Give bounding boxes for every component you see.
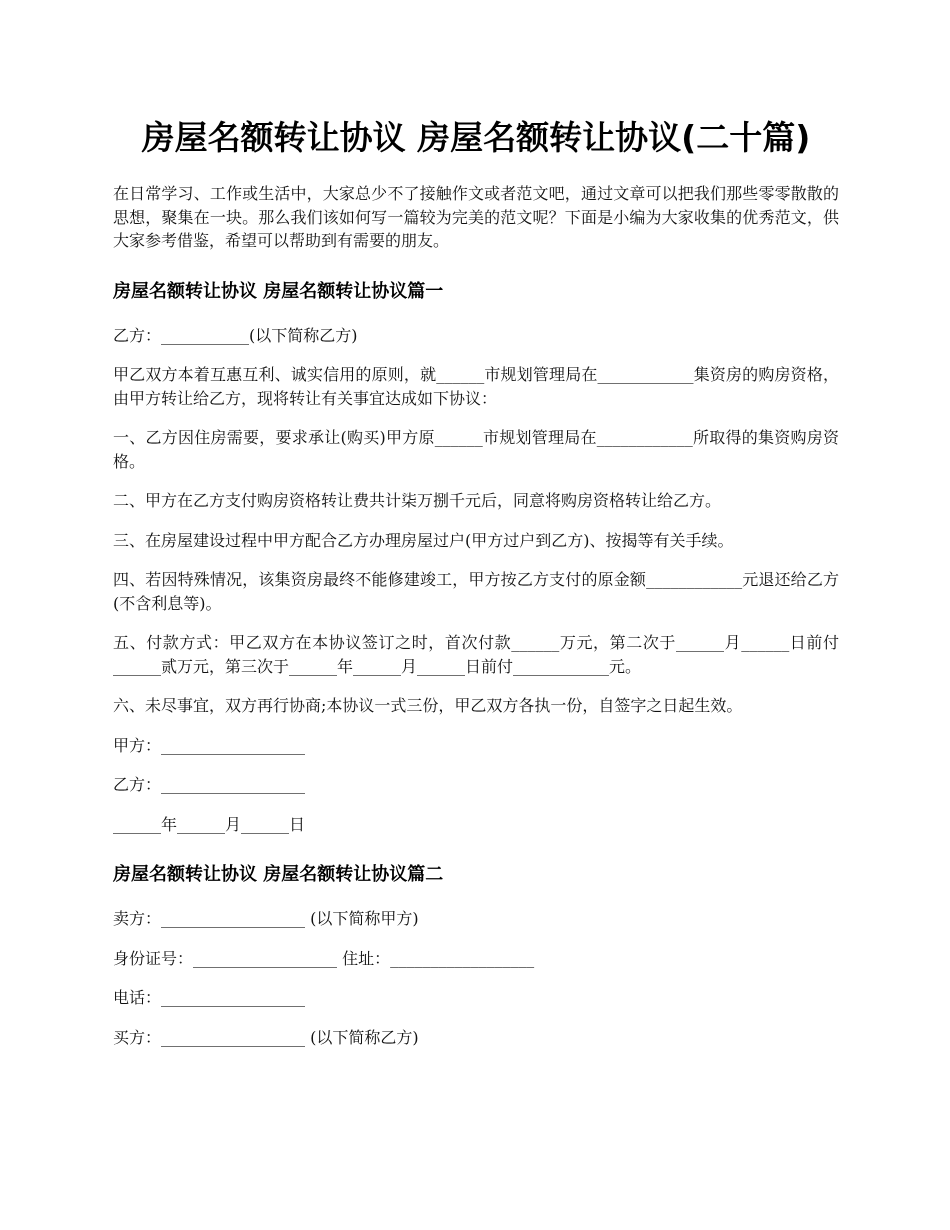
party-b-signature: 乙方：__________________ bbox=[113, 775, 306, 794]
clause-5: 五、付款方式：甲乙双方在本协议签订之时，首次付款______万元，第二次于______月______日前付______贰万元，第三次于______年______月______日前付____________元。 bbox=[113, 633, 839, 676]
clause-3: 三、在房屋建设过程中甲方配合乙方办理房屋过户(甲方过户到乙方)、按揭等有关手续。 bbox=[113, 530, 734, 550]
document-title: 房屋名额转让协议 房屋名额转让协议(二十篇) bbox=[141, 118, 811, 157]
section-1-heading: 房屋名额转让协议 房屋名额转让协议篇一 bbox=[113, 280, 444, 302]
clause-1: 一、乙方因住房需要，要求承让(购买)甲方原______市规划管理局在____________所取得的集资购房资格。 bbox=[113, 428, 839, 471]
seller-line: 卖方：__________________ (以下简称甲方) bbox=[113, 909, 419, 928]
clause-2: 二、甲方在乙方支付购房资格转让费共计柒万捌千元后，同意将购房资格转让给乙方。 bbox=[113, 491, 722, 510]
id-address-line: 身份证号：__________________ 住址：__________________ bbox=[113, 948, 535, 968]
preamble-paragraph: 甲乙双方本着互惠互利、诚实信用的原则，就______市规划管理局在____________集资房的购房资格，由甲方转让给乙方，现将转让有关事宜达成如下协议： bbox=[113, 365, 839, 408]
section-2-heading: 房屋名额转让协议 房屋名额转让协议篇二 bbox=[113, 864, 444, 885]
phone-line: 电话：__________________ bbox=[113, 988, 306, 1007]
signing-date: ______年______月______日 bbox=[113, 814, 306, 834]
clause-4: 四、若因特殊情况，该集资房最终不能修建竣工，甲方按乙方支付的原金额____________元退还给乙方(不含利息等)。 bbox=[113, 570, 839, 613]
party-a-signature: 甲方：__________________ bbox=[113, 735, 306, 755]
clause-6: 六、未尽事宜，双方再行协商;本协议一式三份，甲乙双方各执一份，自签字之日起生效。 bbox=[113, 696, 743, 715]
intro-paragraph: 在日常学习、工作或生活中，大家总少不了接触作文或者范文吧，通过文章可以把我们那些零零散散的思想，聚集在一块。那么我们该如何写一篇较为完美的范文呢？下面是小编为大家收集的优秀范文，供大家参考借鉴，希望可以帮助到有需要的朋友。 bbox=[113, 184, 839, 250]
buyer-line: 买方：__________________ (以下简称乙方) bbox=[113, 1027, 419, 1047]
party-b-line: 乙方：___________(以下简称乙方) bbox=[113, 325, 358, 345]
document-page bbox=[113, 112, 839, 1049]
